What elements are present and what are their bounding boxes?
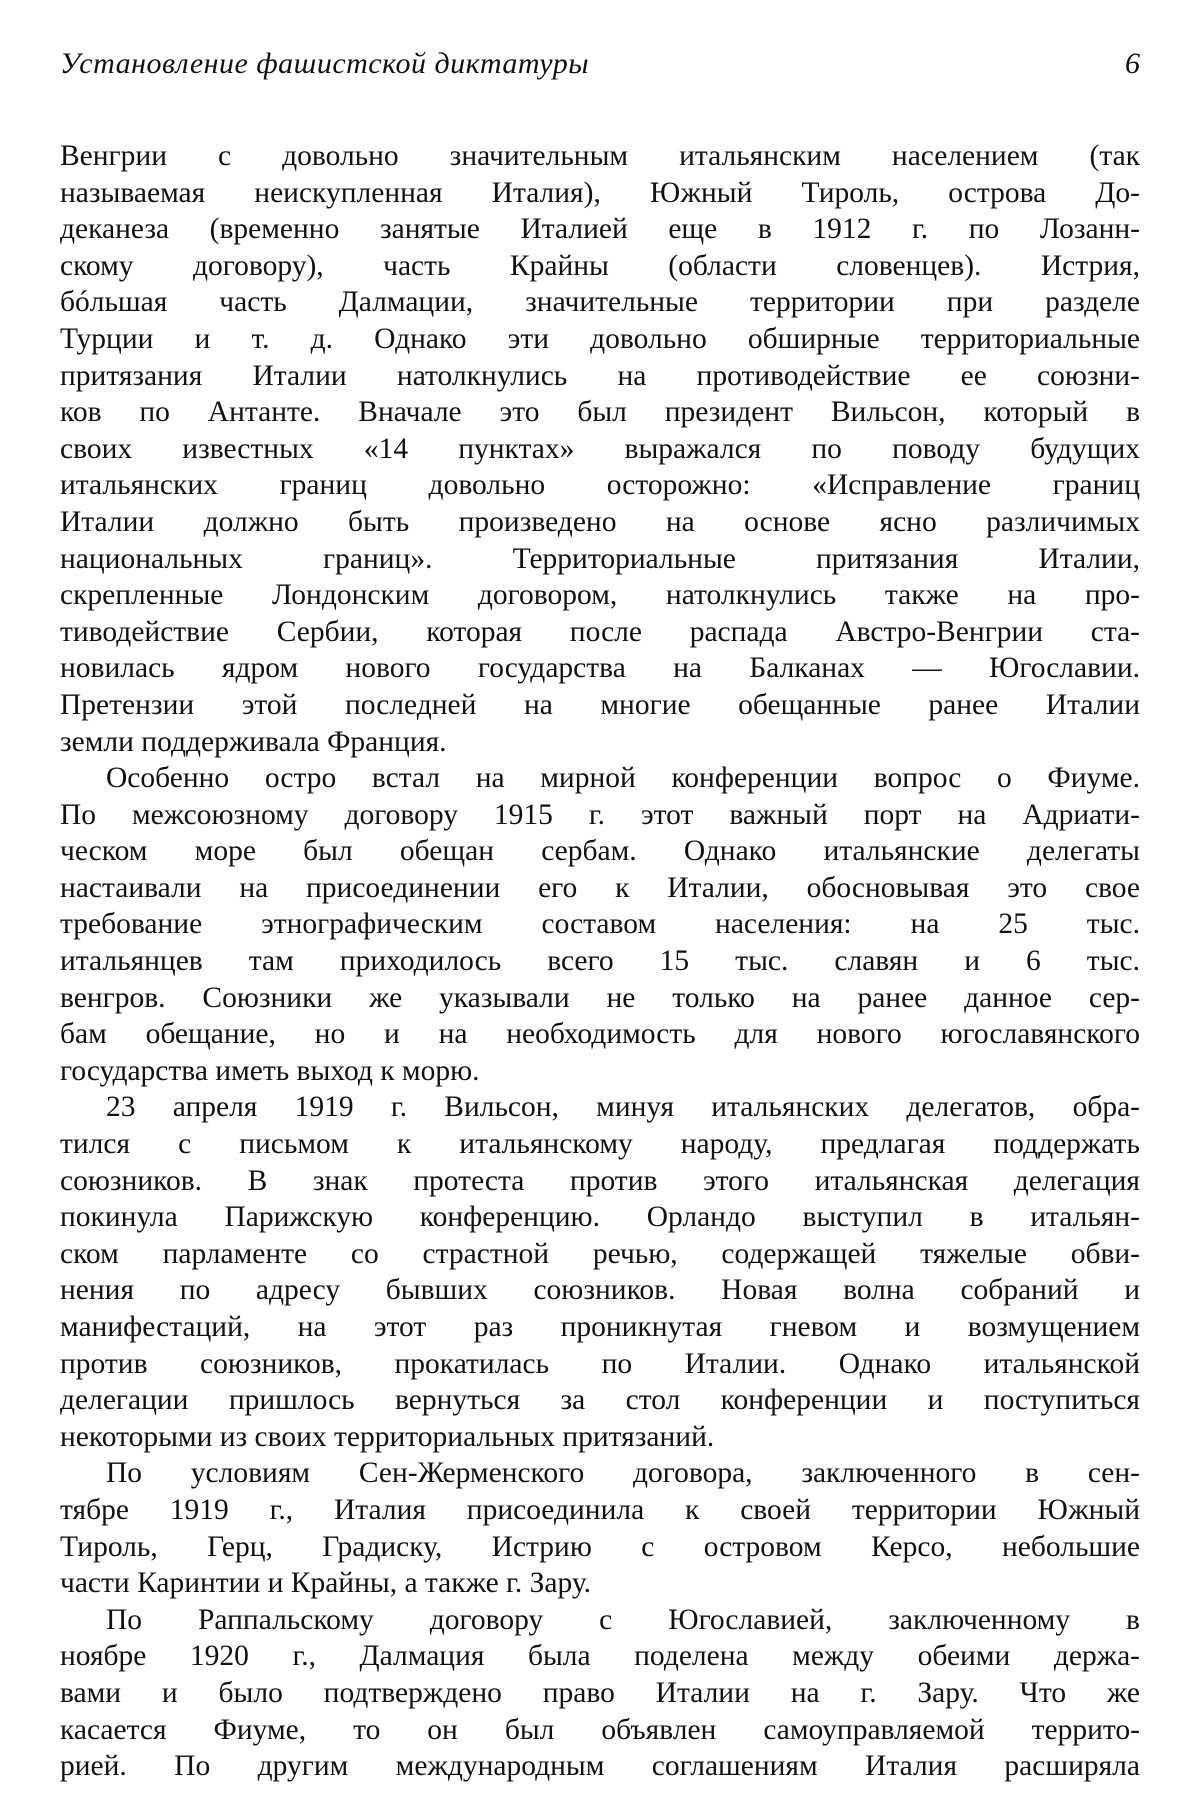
text-line: ков по Антанте. Вначале это был президент Вильсон, который в [60, 396, 1140, 429]
text-line: Особенно остро встал на мирной конференции вопрос о Фиуме. [106, 762, 1140, 795]
text-line: Тироль, Герц, Градиску, Истрию с островом Керсо, небольшие [60, 1530, 1140, 1563]
text-line: против союзников, прокатилась по Италии. Однако итальянской [60, 1347, 1140, 1380]
text-line: части Каринтии и Крайны, а также г. Зару. [60, 1567, 591, 1600]
paragraph-2 [60, 760, 1140, 1089]
text-line: По межсоюзному договору 1915 г. этот важный порт на Адриати- [60, 798, 1140, 831]
text-line: касается Фиуме, то он был объявлен самоуправляемой террито- [60, 1713, 1140, 1746]
page-number: 6 [1125, 47, 1140, 80]
text-line: национальных границ». Территориальные притязания Италии, [60, 542, 1140, 575]
text-line: Венгрии с довольно значительным итальянским населением (так [60, 140, 1140, 172]
text-line: 23 апреля 1919 г. Вильсон, минуя итальянских делегатов, обра- [106, 1091, 1140, 1124]
text-line: рией. По другим международным соглашениям Италия расширяла [60, 1750, 1140, 1783]
text-line: вами и было подтверждено право Италии на г. Зару. Что же [60, 1676, 1140, 1709]
text-line: государства иметь выход к морю. [60, 1054, 480, 1087]
text-body [60, 138, 1140, 1785]
text-line: нения по адресу бывших союзников. Новая волна собраний и [60, 1274, 1140, 1307]
text-line: называемая неискупленная Италия), Южный Тироль, острова До- [60, 176, 1140, 209]
paragraph-5 [60, 1602, 1140, 1785]
text-line: делегации пришлось вернуться за стол конференции и поступиться [60, 1384, 1140, 1417]
text-line: тился с письмом к итальянскому народу, предлагая поддержать [60, 1128, 1140, 1161]
text-line: венгров. Союзники же указывали не только на ранее данное сер- [60, 981, 1140, 1014]
text-line: некоторыми из своих территориальных притязаний. [60, 1420, 715, 1453]
text-line: настаивали на присоединении его к Италии, обосновывая это свое [60, 871, 1140, 904]
text-line: ноябре 1920 г., Далмация была поделена между обеими держа- [60, 1640, 1140, 1673]
text-line: ском парламенте со страстной речью, содержащей тяжелые обви- [60, 1237, 1140, 1270]
text-line: требование этнографическим составом населения: на 25 тыс. [60, 908, 1140, 941]
text-line: притязания Италии натолкнулись на противодействие ее союзни- [60, 359, 1140, 392]
text-line: итальянских границ довольно осторожно: «Исправление границ [60, 469, 1140, 502]
text-line: скому договору), часть Крайны (области словенцев). Истрия, [60, 249, 1140, 282]
paragraph-4 [60, 1455, 1140, 1601]
text-line: манифестаций, на этот раз проникнутая гневом и возмущением [60, 1311, 1140, 1343]
text-line: ческом море был обещан сербам. Однако итальянские делегаты [60, 835, 1140, 868]
text-line: деканеза (временно занятые Италией еще в 1912 г. по Лозанн- [60, 213, 1140, 246]
text-line: скрепленные Лондонским договором, натолкнулись также на про- [60, 579, 1140, 612]
text-line: По условиям Сен-Жерменского договора, заключенного в сен- [106, 1457, 1140, 1490]
text-line: земли поддерживала Франция. [60, 725, 447, 758]
text-line: бам обещание, но и на необходимость для нового югославянского [60, 1018, 1140, 1051]
running-head [60, 44, 1140, 84]
text-line: тиводействие Сербии, которая после распада Австро-Венгрии ста- [60, 615, 1140, 648]
text-line: бóльшая часть Далмации, значительные территории при разделе [60, 286, 1140, 319]
text-line: покинула Парижскую конференцию. Орландо выступил в итальян- [60, 1201, 1140, 1234]
text-line: тябре 1919 г., Италия присоединила к своей территории Южный [60, 1493, 1140, 1526]
paragraph-1 [60, 138, 1140, 760]
running-title: Установление фашистской диктатуры [60, 47, 590, 80]
text-line: Турции и т. д. Однако эти довольно обширные территориальные [60, 322, 1140, 355]
text-line: Италии должно быть произведено на основе ясно различимых [60, 505, 1140, 538]
text-line: новилась ядром нового государства на Балканах — Югославии. [60, 652, 1140, 685]
text-line: Претензии этой последней на многие обещанные ранее Италии [60, 688, 1140, 721]
paragraph-3 [60, 1089, 1140, 1455]
text-line: своих известных «14 пунктах» выражался по поводу будущих [60, 432, 1140, 465]
text-line: союзников. В знак протеста против этого итальянская делегация [60, 1164, 1140, 1197]
text-line: итальянцев там приходилось всего 15 тыс. славян и 6 тыс. [60, 945, 1140, 978]
text-line: По Раппальскому договору с Югославией, заключенному в [106, 1603, 1140, 1636]
